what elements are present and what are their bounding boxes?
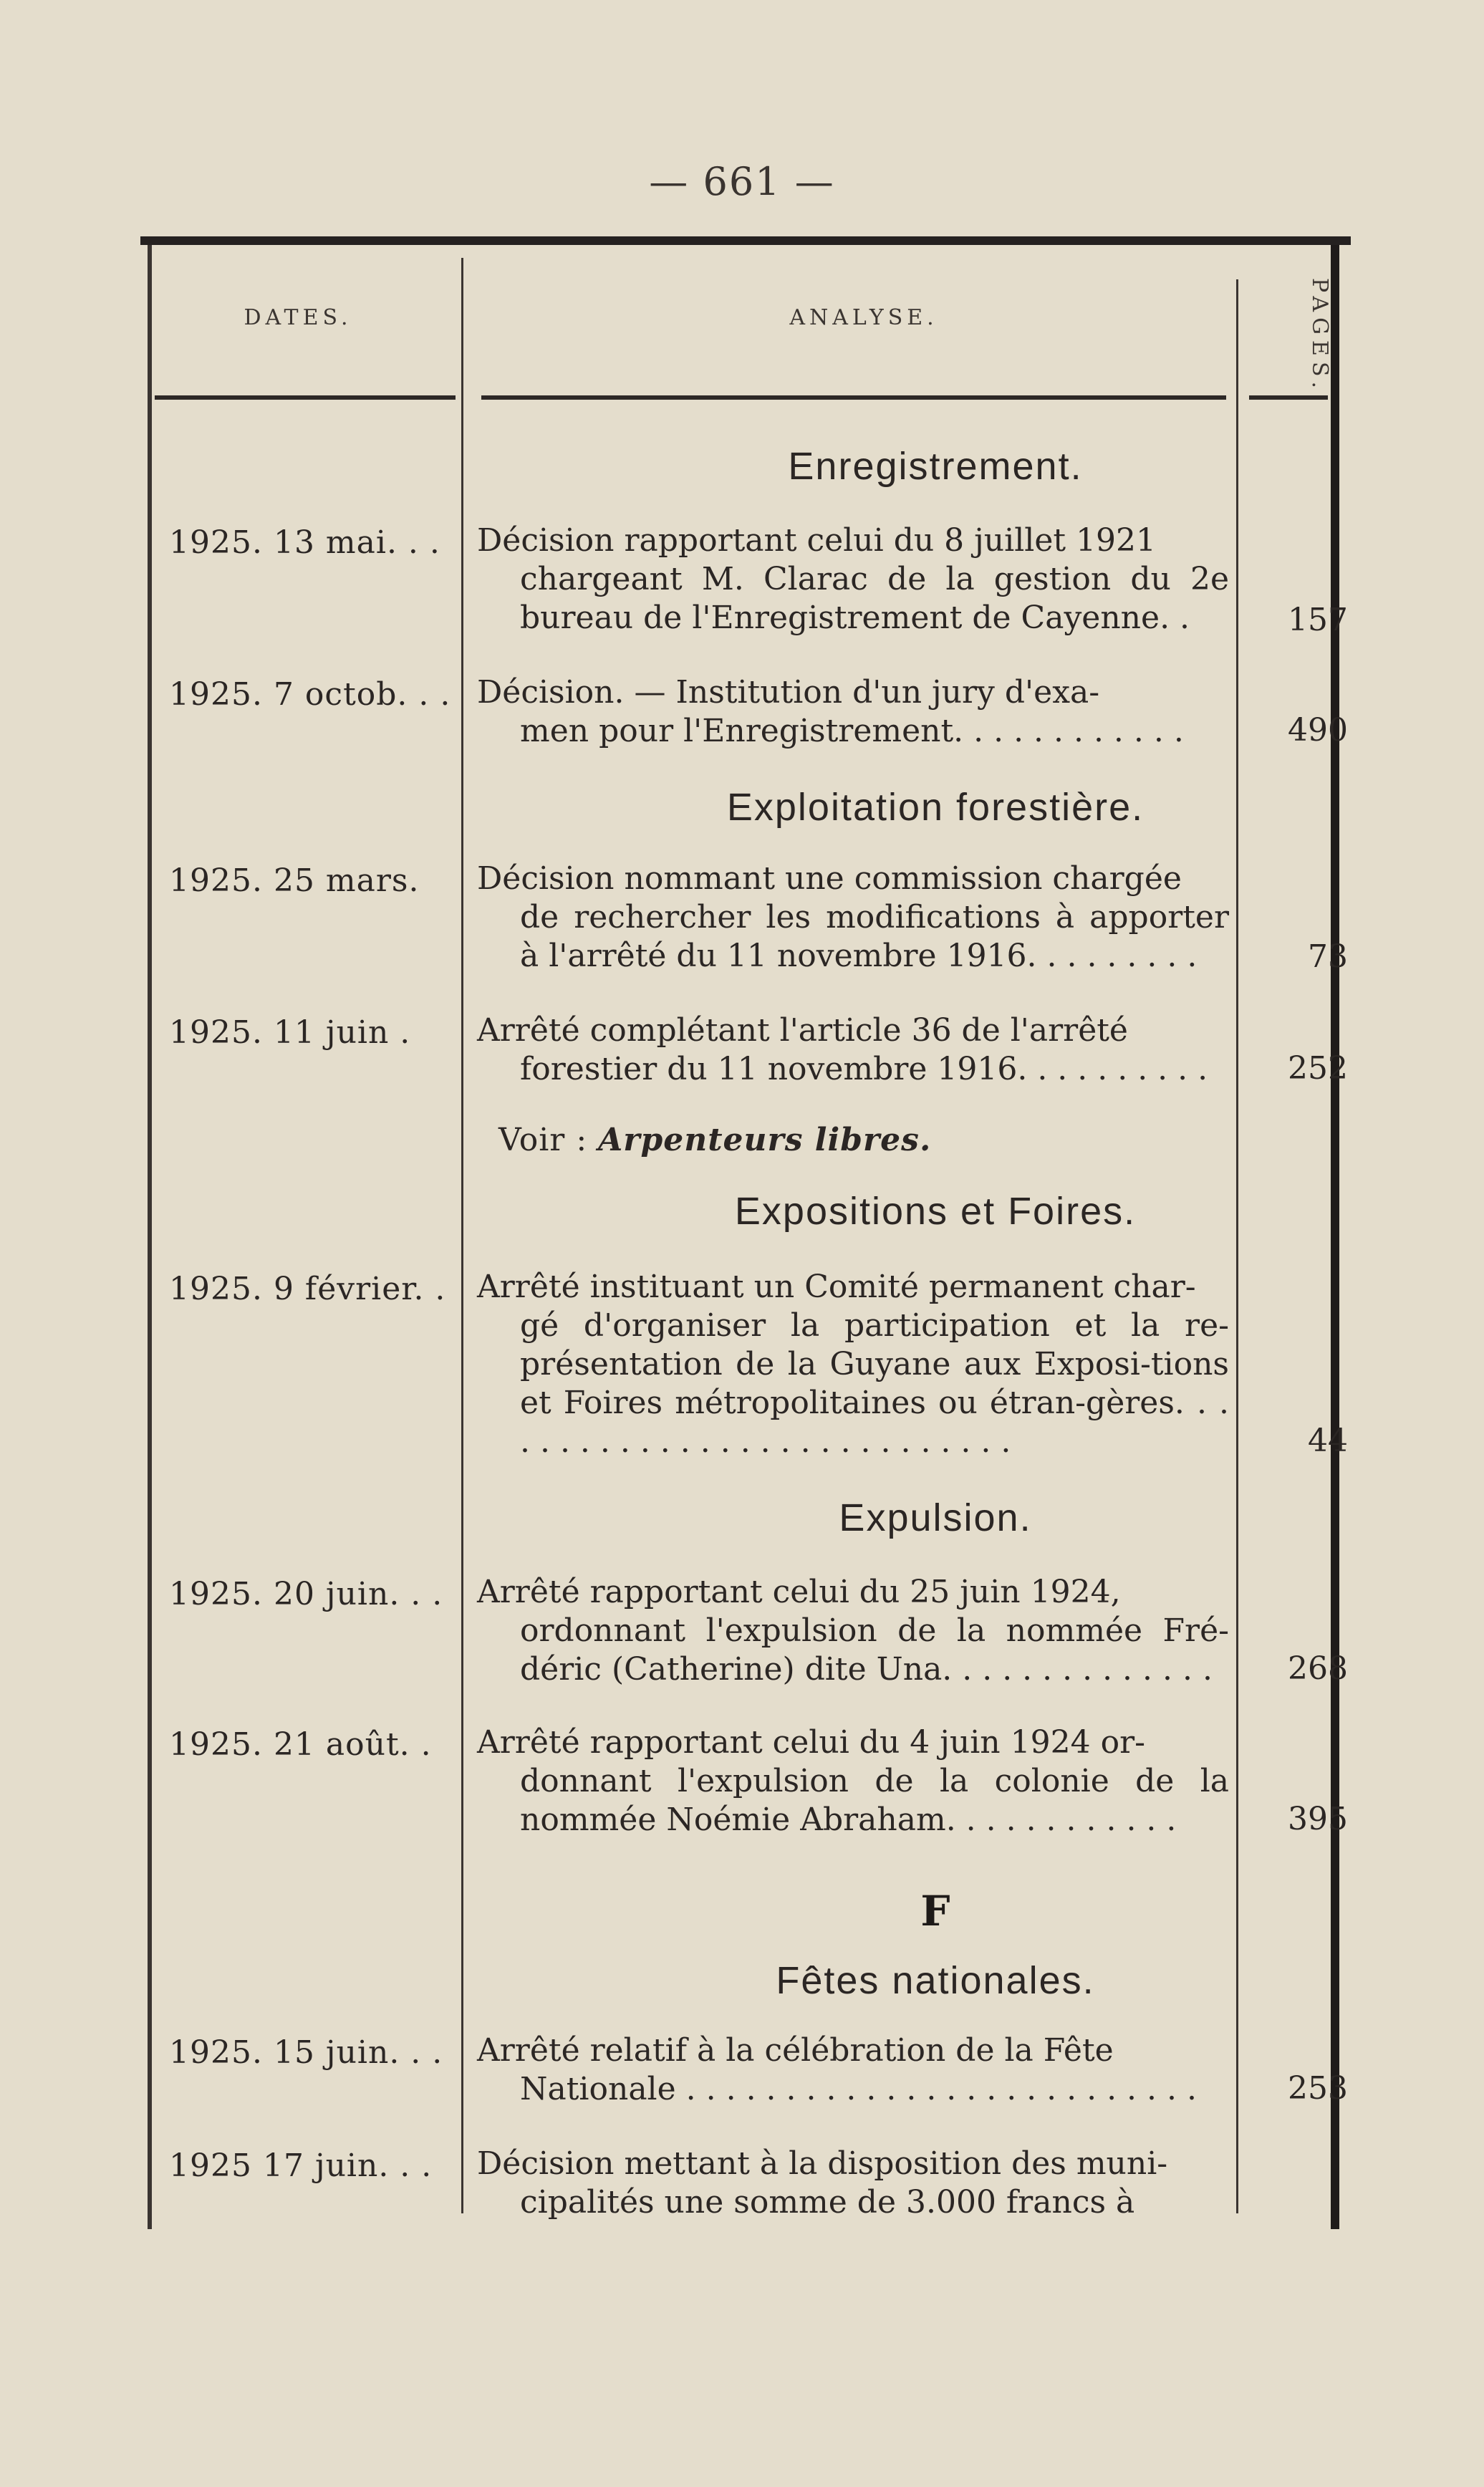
header-pages: PAGES. <box>1307 278 1332 394</box>
table-left-border <box>148 245 152 2229</box>
entry-date: 1925. 13 mai. . . <box>169 524 440 561</box>
entry-page: 44 <box>1308 1423 1348 1459</box>
header-analyse: ANALYSE. <box>789 305 938 330</box>
header-dates: DATES. <box>244 305 352 330</box>
page-number: — 661 — <box>649 159 835 204</box>
section-heading: Exploitation forestière. <box>726 786 1145 829</box>
entry-page: 268 <box>1288 1650 1348 1687</box>
entry-analysis: Arrêté rapportant celui du 25 juin 1924, ordonnant l'expulsion de la nommée Fré-déric (Catherine) dite Una. . . . . . . . . . . . . . <box>477 1574 1229 1688</box>
header-rule-analyse <box>481 395 1226 400</box>
alphabet-letter-heading: F <box>920 1887 950 1935</box>
entry-analysis: Décision mettant à la disposition des muni- cipalités une somme de 3.000 francs à <box>477 2145 1168 2221</box>
section-heading: Expositions et Foires. <box>734 1190 1137 1233</box>
entry-page: 252 <box>1288 1050 1348 1087</box>
entry-date: 1925. 20 juin. . . <box>169 1576 443 1612</box>
entry-analysis: Arrêté relatif à la célébration de la Fête Nationale . . . . . . . . . . . . . . . . . . . . . . . . . . <box>477 2032 1197 2107</box>
entry-page: 73 <box>1308 938 1348 975</box>
entry-analysis: Décision nommant une commission chargée de rechercher les modifications à apporter à l'arrêté du 11 novembre 1916. . . . . . . . . <box>477 860 1229 974</box>
entry-analysis: Arrêté rapportant celui du 4 juin 1924 or- donnant l'expulsion de la colonie de la nommée Noémie Abraham. . . . . . . . . . . . <box>477 1724 1229 1838</box>
section-heading: Enregistrement. <box>788 445 1083 488</box>
entry-date: 1925. 15 juin. . . <box>169 2034 443 2071</box>
header-rule-pages <box>1249 395 1328 400</box>
entry-page: 157 <box>1288 602 1348 638</box>
index-table <box>140 236 1351 2228</box>
entry-date: 1925. 11 juin . <box>169 1014 411 1051</box>
entry-date: 1925. 9 février. . <box>169 1271 446 1307</box>
section-heading: Fêtes nationales. <box>776 1959 1095 2002</box>
entry-analysis: Décision rapportant celui du 8 juillet 1921 chargeant M. Clarac de la gestion du 2e bureau de l'Enregistrement de Cayenne. . <box>477 522 1229 636</box>
entry-analysis: Arrêté complétant l'article 36 de l'arrêté forestier du 11 novembre 1916. . . . . . . . . . <box>477 1012 1208 1087</box>
entry-date: 1925. 25 mars. <box>169 862 420 899</box>
table-top-rule <box>140 236 1351 245</box>
entry-analysis: Décision. — Institution d'un jury d'exa- men pour l'Enregistrement. . . . . . . . . . . . <box>477 674 1184 749</box>
entry-page: 253 <box>1288 2070 1348 2107</box>
entry-date: 1925. 7 octob. . . <box>169 676 451 713</box>
entry-page: 395 <box>1288 1801 1348 1837</box>
entry-analysis: Arrêté instituant un Comité permanent char- gé d'organiser la participation et la re-présentation de la Guyane aux Exposi-tions et Foires métropolitaines ou étran-gères. . . . . . . . . . . . . . . . . . . . . . . . . . . . <box>477 1269 1229 1460</box>
see-also-note: Voir : Arpenteurs libres. <box>498 1122 932 1158</box>
header-rule-dates <box>155 395 456 400</box>
section-heading: Expulsion. <box>839 1496 1032 1539</box>
entry-date: 1925. 21 août. . <box>169 1726 432 1763</box>
entry-page: 490 <box>1288 712 1348 749</box>
entry-date: 1925 17 juin. . . <box>169 2147 433 2184</box>
